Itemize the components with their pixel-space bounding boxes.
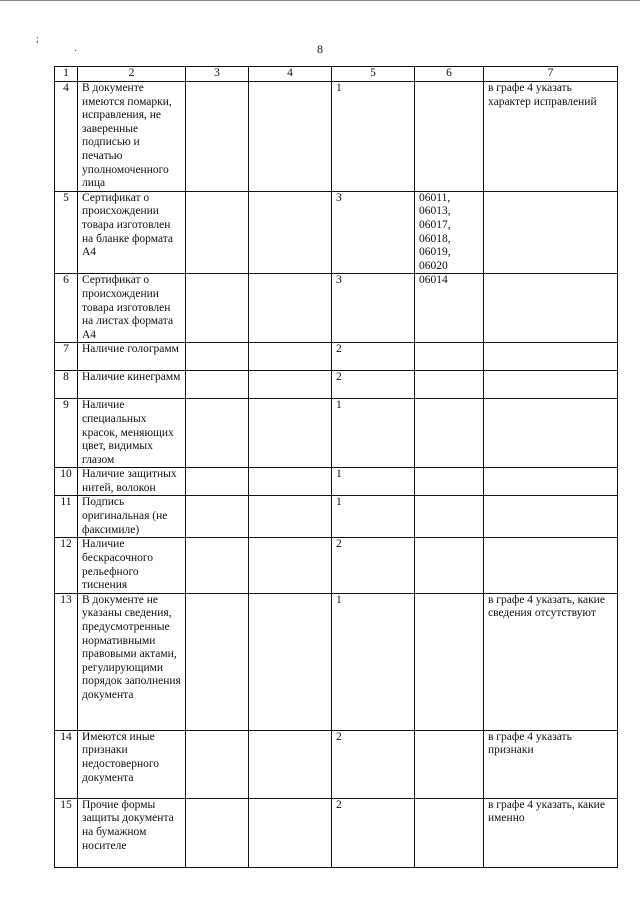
cell-col5: 2 [332, 730, 415, 798]
cell-col3 [186, 593, 249, 730]
cell-col3 [186, 496, 249, 538]
table-row [55, 496, 618, 538]
cell-col3 [186, 343, 249, 371]
column-header: 5 [332, 67, 415, 82]
table-row [55, 82, 618, 192]
cell-col5: 1 [332, 399, 415, 468]
cell-col3 [186, 730, 249, 798]
cell-col6 [415, 730, 484, 798]
table-row [55, 593, 618, 730]
cell-col6 [415, 399, 484, 468]
cell-col4 [249, 468, 332, 496]
cell-col6 [415, 343, 484, 371]
row-description: Подпись оригинальная (не факсимиле) [78, 496, 186, 538]
cell-col5: 3 [332, 274, 415, 343]
cell-col7 [484, 496, 618, 538]
column-header: 6 [415, 67, 484, 82]
column-header: 2 [78, 67, 186, 82]
table-row [55, 274, 618, 343]
cell-col7 [484, 538, 618, 593]
cell-col6 [415, 538, 484, 593]
cell-col3 [186, 538, 249, 593]
cell-col4 [249, 730, 332, 798]
row-number: 11 [55, 496, 78, 538]
row-description: Наличие кинеграмм [78, 371, 186, 399]
scan-speck: · [74, 46, 78, 57]
cell-col5: 2 [332, 538, 415, 593]
cell-col3 [186, 191, 249, 274]
cell-col4 [249, 538, 332, 593]
row-number: 10 [55, 468, 78, 496]
cell-col7 [484, 468, 618, 496]
document-table [54, 66, 618, 868]
row-description: Наличие голограмм [78, 343, 186, 371]
cell-col3 [186, 371, 249, 399]
table-row [55, 798, 618, 867]
cell-col6 [415, 496, 484, 538]
cell-col6 [415, 593, 484, 730]
row-number: 9 [55, 399, 78, 468]
cell-col7: в графе 4 указать, какие именно [484, 798, 618, 867]
row-description: В документе имеются помарки, исправления, не заверенные подписью и печатью уполномоченного лица [78, 82, 186, 192]
table-row [55, 730, 618, 798]
cell-col5: 1 [332, 496, 415, 538]
cell-col6: 06014 [415, 274, 484, 343]
row-description: Наличие защитных нитей, волокон [78, 468, 186, 496]
row-description: Наличие специальных красок, меняющих цвет, видимых глазом [78, 399, 186, 468]
cell-col7 [484, 274, 618, 343]
column-header: 1 [55, 67, 78, 82]
cell-col5: 2 [332, 343, 415, 371]
row-number: 8 [55, 371, 78, 399]
row-description: Прочие формы защиты документа на бумажном носителе [78, 798, 186, 867]
cell-col7: в графе 4 указать признаки [484, 730, 618, 798]
row-description: Наличие бескрасочного рельефного тиснения [78, 538, 186, 593]
row-description: В документе не указаны сведения, предусмотренные нормативными правовыми актами, регулирующими порядок заполнения документа [78, 593, 186, 730]
cell-col4 [249, 274, 332, 343]
row-description: Сертификат о происхождении товара изготовлен на листах формата А4 [78, 274, 186, 343]
cell-col6: 06011, 06013, 06017, 06018, 06019, 06020 [415, 191, 484, 274]
cell-col7 [484, 371, 618, 399]
cell-col7: в графе 4 указать, какие сведения отсутствуют [484, 593, 618, 730]
cell-col6 [415, 468, 484, 496]
table-row [55, 371, 618, 399]
page-number: 8 [317, 42, 323, 56]
column-header: 7 [484, 67, 618, 82]
table-row [55, 343, 618, 371]
row-number: 5 [55, 191, 78, 274]
column-header: 4 [249, 67, 332, 82]
cell-col7 [484, 191, 618, 274]
header-row [55, 67, 618, 82]
cell-col4 [249, 191, 332, 274]
cell-col4 [249, 399, 332, 468]
scan-speck: ; [36, 34, 39, 45]
cell-col6 [415, 82, 484, 192]
table-row [55, 191, 618, 274]
cell-col5: 1 [332, 468, 415, 496]
cell-col3 [186, 274, 249, 343]
row-number: 13 [55, 593, 78, 730]
cell-col4 [249, 798, 332, 867]
cell-col4 [249, 82, 332, 192]
cell-col7 [484, 399, 618, 468]
cell-col3 [186, 468, 249, 496]
row-number: 7 [55, 343, 78, 371]
column-header: 3 [186, 67, 249, 82]
row-number: 15 [55, 798, 78, 867]
cell-col7: в графе 4 указать характер исправлений [484, 82, 618, 192]
cell-col5: 2 [332, 798, 415, 867]
cell-col4 [249, 343, 332, 371]
table-row [55, 468, 618, 496]
cell-col3 [186, 399, 249, 468]
cell-col5: 3 [332, 191, 415, 274]
cell-col4 [249, 593, 332, 730]
cell-col6 [415, 371, 484, 399]
cell-col6 [415, 798, 484, 867]
cell-col7 [484, 343, 618, 371]
cell-col3 [186, 798, 249, 867]
row-description: Имеются иные признаки недостоверного документа [78, 730, 186, 798]
cell-col4 [249, 496, 332, 538]
cell-col4 [249, 371, 332, 399]
row-number: 14 [55, 730, 78, 798]
row-number: 12 [55, 538, 78, 593]
table-row [55, 538, 618, 593]
cell-col5: 2 [332, 371, 415, 399]
cell-col3 [186, 82, 249, 192]
cell-col5: 1 [332, 593, 415, 730]
row-number: 6 [55, 274, 78, 343]
table-row [55, 399, 618, 468]
row-description: Сертификат о происхождении товара изготовлен на бланке формата А4 [78, 191, 186, 274]
scan-edge-line [0, 0, 640, 1]
row-number: 4 [55, 82, 78, 192]
cell-col5: 1 [332, 82, 415, 192]
